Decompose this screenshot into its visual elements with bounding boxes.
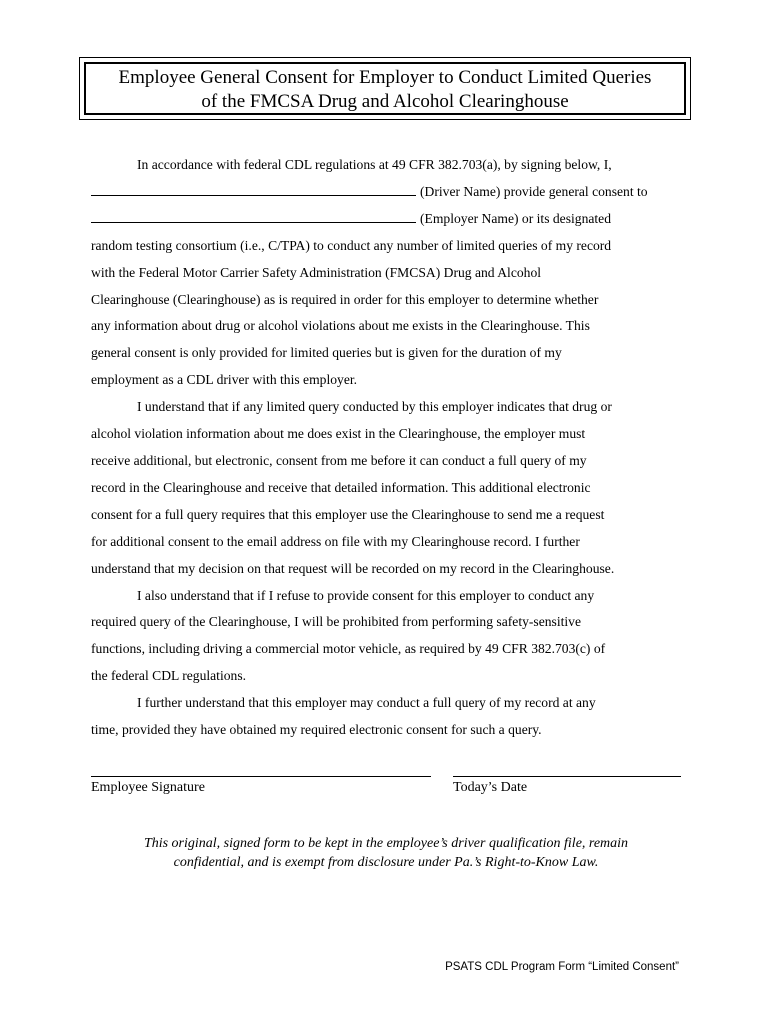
body-line: In accordance with federal CDL regulations at 49 CFR 382.703(a), by signing below, I, [137, 157, 612, 172]
title-box [79, 57, 691, 120]
employer-name-field[interactable] [91, 210, 416, 223]
body-line: I further understand that this employer may conduct a full query of my record at any [137, 695, 596, 711]
date-label: Today’s Date [453, 780, 528, 795]
body-line: with the Federal Motor Carrier Safety Administration (FMCSA) Drug and Alcohol [91, 264, 542, 280]
body-line: Clearinghouse (Clearinghouse) as is required in order for this employer to determine whether [91, 291, 599, 307]
body-line: random testing consortium (i.e., C/TPA) to conduct any number of limited queries of my record [91, 237, 612, 253]
driver-name-field[interactable] [91, 183, 416, 196]
body-line: employment as a CDL driver with this employer. [91, 372, 358, 388]
body-line: I understand that if any limited query conducted by this employer indicates that drug or [137, 399, 612, 415]
body-line: alcohol violation information about me does exist in the Clearinghouse, the employer must [91, 426, 586, 442]
body-line: functions, including driving a commercial motor vehicle, as required by 49 CFR 382.703(c) of [91, 641, 606, 657]
employer-name-line [91, 206, 683, 233]
driver-name-label: (Driver Name) provide general consent to [420, 183, 648, 199]
employee-signature-label: Employee Signature [91, 780, 205, 795]
body-line: any information about drug or alcohol violations about me exists in the Clearinghouse. This [91, 318, 590, 334]
employer-name-label: (Employer Name) or its designated [420, 210, 612, 226]
body-line: the federal CDL regulations. [91, 668, 247, 684]
paragraph-consent [91, 152, 683, 394]
title-line-1: Employee General Consent for Employer to Conduct Limited Queries [118, 67, 652, 88]
title-frame [84, 62, 686, 115]
retention-notice [91, 834, 681, 872]
body-line: for additional consent to the email address on file with my Clearinghouse record. I further [91, 533, 580, 549]
body-line: I also understand that if I refuse to provide consent for this employer to conduct any [137, 587, 595, 603]
paragraph-full-query [91, 394, 683, 582]
retention-notice-line-2: confidential, and is exempt from disclosure under Pa.’s Right-to-Know Law. [173, 855, 599, 870]
body-line: time, provided they have obtained my required electronic consent for such a query. [91, 722, 542, 738]
body-line: consent for a full query requires that this employer use the Clearinghouse to send me a request [91, 506, 605, 522]
body-line: record in the Clearinghouse and receive that detailed information. This additional electronic [91, 479, 591, 495]
signature-row [91, 776, 681, 806]
retention-notice-line-1: This original, signed form to be kept in the employee’s driver qualification file, remain [143, 836, 629, 851]
date-field[interactable] [453, 776, 681, 777]
body-line: general consent is only provided for limited queries but is given for the duration of my [91, 345, 562, 361]
body-line: receive additional, but electronic, consent from me before it can conduct a full query of my [91, 452, 587, 468]
form-identifier: PSATS CDL Program Form “Limited Consent” [445, 961, 679, 973]
body-line: required query of the Clearinghouse, I will be prohibited from performing safety-sensitive [91, 614, 581, 630]
driver-name-line [91, 179, 683, 206]
paragraph-refusal [91, 583, 683, 691]
body-line: understand that my decision on that request will be recorded on my record in the Clearinghouse. [91, 560, 615, 576]
title-line-2: of the FMCSA Drug and Alcohol Clearinghouse [201, 91, 569, 112]
consent-body [91, 152, 683, 744]
employee-signature-field[interactable] [91, 776, 431, 777]
paragraph-further [91, 690, 683, 744]
